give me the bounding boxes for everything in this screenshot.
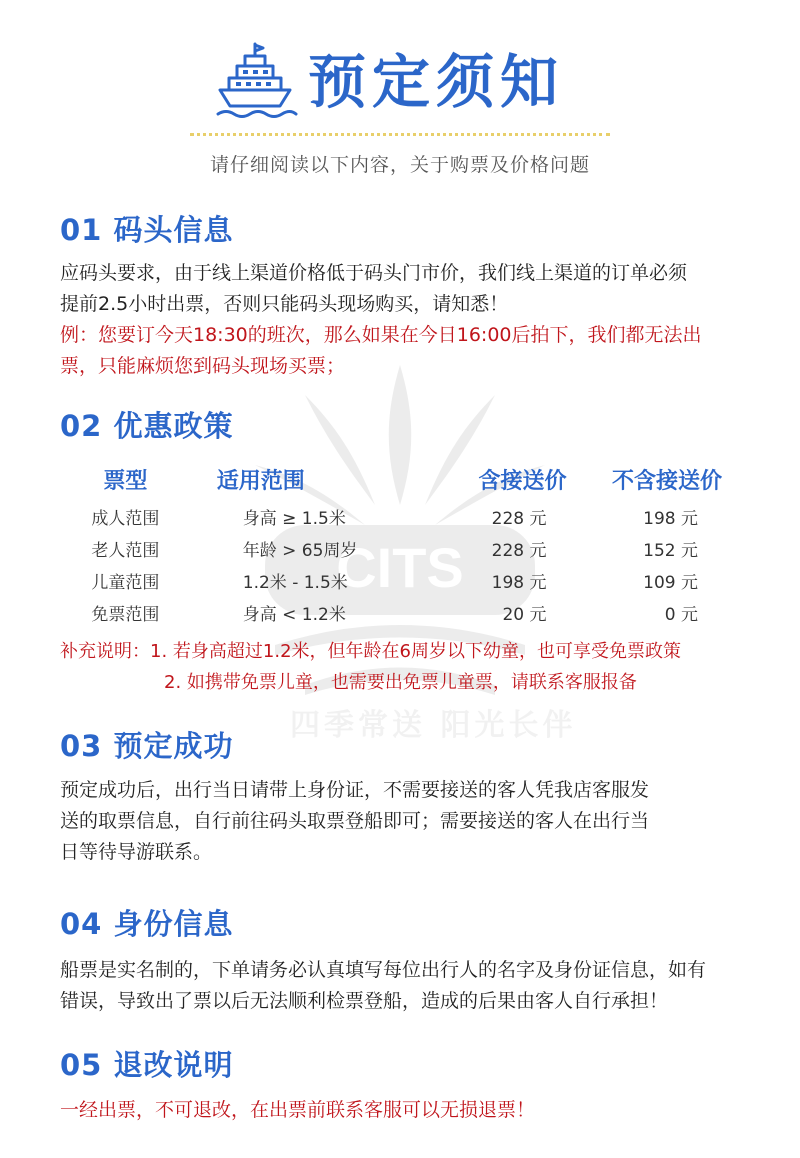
scope-cell: 身高 < 1.2米 xyxy=(242,604,346,625)
table-row xyxy=(60,532,760,564)
column-header: 不含接送价 xyxy=(611,468,722,494)
scope-cell: 身高 ≥ 1.5米 xyxy=(242,508,346,529)
ticket-type-cell: 儿童范围 xyxy=(91,572,160,593)
note-line: 补充说明：1. 若身高超过1.2米，但年龄在6周岁以下幼童，也可享受免票政策 xyxy=(60,641,681,662)
column-header: 适用范围 xyxy=(216,468,305,494)
price-without-transfer-cell: 198 元 xyxy=(643,508,698,529)
warning-line: 票，只能麻烦您到码头现场买票； xyxy=(60,355,346,377)
table-row xyxy=(60,564,760,596)
ship-icon xyxy=(212,40,298,124)
ticket-type-cell: 免票范围 xyxy=(91,604,160,625)
warning-line: 一经出票，不可退改，在出票前联系客服可以无损退票！ xyxy=(60,1099,536,1121)
price-with-transfer-cell: 198 元 xyxy=(491,572,547,593)
price-with-transfer-cell: 228 元 xyxy=(491,540,547,561)
page-title: 预定须知 xyxy=(308,48,565,116)
column-header: 票型 xyxy=(103,468,148,494)
table-row xyxy=(60,596,760,628)
price-table-header xyxy=(60,458,760,500)
page-subtitle: 请仔细阅读以下内容，关于购票及价格问题 xyxy=(209,154,590,176)
title-divider xyxy=(190,133,610,136)
price-without-transfer-cell: 152 元 xyxy=(643,540,698,561)
scope-cell: 1.2米 - 1.5米 xyxy=(242,572,348,593)
section-body-identity-info xyxy=(60,955,760,1017)
title-block xyxy=(212,40,564,124)
text-line: 错误，导致出了票以后无法顺利检票登船，造成的后果由客人自行承担！ xyxy=(60,990,669,1012)
supplementary-notes xyxy=(60,636,681,698)
price-table xyxy=(60,458,760,628)
column-header: 含接送价 xyxy=(478,468,567,494)
page-header xyxy=(0,0,800,200)
section-body-pier-info xyxy=(60,258,760,382)
price-without-transfer-cell: 0 元 xyxy=(664,604,698,625)
section-body-booking-success xyxy=(60,775,760,868)
ticket-type-cell: 老人范围 xyxy=(91,540,160,561)
table-row xyxy=(60,500,760,532)
section-title-booking-success: 03 预定成功 xyxy=(60,729,234,763)
text-line: 预定成功后，出行当日请带上身份证，不需要接送的客人凭我店客服发 xyxy=(60,779,650,801)
text-line: 应码头要求，由于线上渠道价格低于码头门市价，我们线上渠道的订单必须 xyxy=(60,262,688,284)
text-line: 送的取票信息，自行前往码头取票登船即可；需要接送的客人在出行当 xyxy=(60,810,650,832)
price-without-transfer-cell: 109 元 xyxy=(643,572,698,593)
note-line: 2. 如携带免票儿童，也需要出免票儿童票，请联系客服报备 xyxy=(164,672,637,693)
section-title-refund-policy: 05 退改说明 xyxy=(60,1048,234,1082)
text-line: 日等待导游联系。 xyxy=(60,841,213,863)
price-with-transfer-cell: 228 元 xyxy=(491,508,547,529)
section-title-pier-info: 01 码头信息 xyxy=(60,213,234,247)
warning-line: 例：您要订今天18:30的班次，那么如果在今日16:00后拍下，我们都无法出 xyxy=(60,324,702,346)
section-title-discount-policy: 02 优惠政策 xyxy=(60,409,234,443)
scope-cell: 年龄 > 65周岁 xyxy=(242,540,358,561)
watermark-slogan: 四季常送 阳光长伴 xyxy=(290,708,577,743)
text-line: 提前2.5小时出票，否则只能码头现场购买，请知悉！ xyxy=(60,293,509,315)
ticket-type-cell: 成人范围 xyxy=(91,508,160,529)
price-with-transfer-cell: 20 元 xyxy=(502,604,547,625)
watermark-logo-text: CITS xyxy=(336,536,464,599)
section-title-identity-info: 04 身份信息 xyxy=(60,907,234,941)
section-body-refund-policy xyxy=(60,1095,760,1126)
text-line: 船票是实名制的，下单请务必认真填写每位出行人的名字及身份证信息，如有 xyxy=(60,959,707,981)
